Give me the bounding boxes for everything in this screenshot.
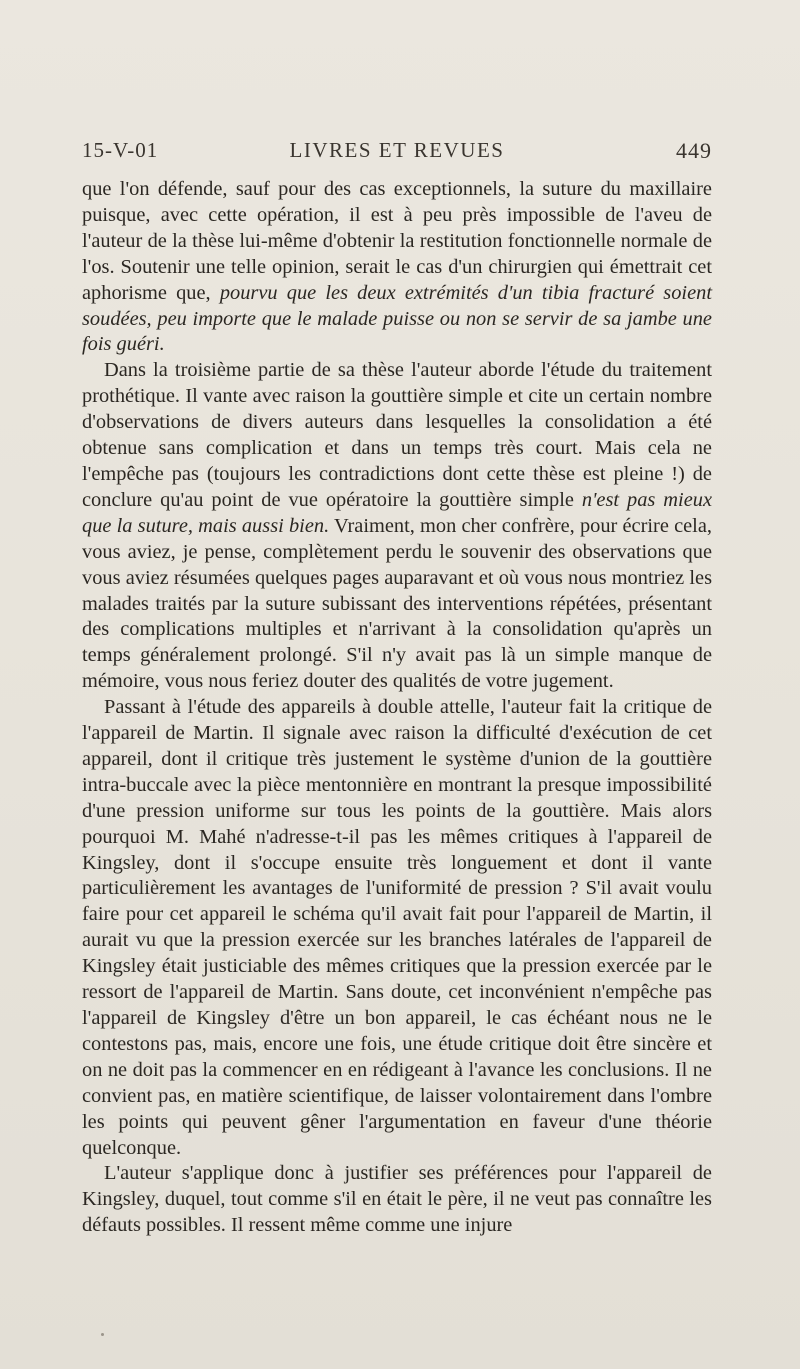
header-date: 15-V-01 — [82, 138, 159, 162]
paragraph-1-italic-phrase: pourvu que les deux extrémités d'un tibia fracturé soient soudées, peu importe que le malade puisse ou non se servir de sa jambe une fois guéri. — [82, 281, 713, 356]
paragraph-1 — [82, 177, 712, 358]
paragraph-3 — [82, 695, 712, 1161]
paragraph-3-text: Passant à l'étude des appareils à double attelle, l'auteur fait la critique de l'appareil de Martin. Il signale avec raison la difficulté d'exécution de cet appareil, dont il critique très justement le système d'union de la gouttière intra-buccale avec la pièce mentonnière en montrant la presque impossibilité d'une pression uniforme sur tous les points de la gouttière. Mais alors pourquoi M. Mahé n'adresse-t-il pas les mêmes critiques à l'appareil de Kingsley, dont il s'occupe ensuite très longuement et dont il vante particulièrement les avantages de l'uniformité de pression ? S'il avait voulu faire pour cet appareil le schéma qu'il avait fait pour l'appareil de Martin, il aurait vu que la pression exercée sur les branches latérales de l'appareil de Kingsley était justiciable des mêmes critiques que la pression exercée par le ressort de l'appareil de Martin. Sans doute, cet inconvénient n'empêche pas l'appareil de Kingsley d'être un bon appareil, le cas échéant nous ne le contestons pas, mais, encore une fois, une étude critique doit être sincère et on ne doit pas la commencer en en rédigeant à l'avance les conclusions. Il ne convient pas, en matière scientifique, de laisser volontairement dans l'ombre les points qui peuvent gêner l'argumentation en faveur d'une théorie quelconque. — [82, 696, 712, 1159]
paragraph-2 — [82, 358, 712, 695]
paragraph-1-text: que l'on défende, sauf pour des cas exceptionnels, la suture du maxillaire puisque, avec cette opération, il est à peu près impossible de l'aveu de l'auteur de la thèse lui-même d'obtenir la restitution fonctionnelle normale de l'os. Soutenir une telle opinion, serait le cas d'un chirurgien qui émettrait cet aphorisme que, — [82, 178, 712, 304]
page-number: 449 — [676, 138, 712, 163]
paragraph-2-italic-phrase: n'est pas mieux que la suture, mais aussi bien. — [82, 488, 712, 537]
paragraph-2-text-end: Vraiment, mon cher confrère, pour écrire cela, vous aviez, je pense, complètement perdu le souvenir des observations que vous aviez résumées quelques pages auparavant et où vous nous montriez les malades traités par la suture subissant des interventions répétées, présentant des complications multiples et n'arrivant à la consolidation qu'après un temps généralement prolongé. S'il n'y avait pas là un simple manque de mémoire, vous nous feriez douter des qualités de votre jugement. — [82, 514, 712, 693]
body-text — [82, 177, 712, 1239]
paper-speck — [101, 1333, 104, 1336]
paragraph-4-text: L'auteur s'applique donc à justifier ses préférences pour l'appareil de Kingsley, duquel, tout comme s'il en était le père, il ne veut pas connaître les défauts possibles. Il ressent même comme une injure — [82, 1162, 712, 1237]
paragraph-4 — [82, 1161, 712, 1239]
running-head — [82, 138, 712, 172]
paragraph-2-text-start: Dans la troisième partie de sa thèse l'auteur aborde l'étude du traitement prothétique. Il vante avec raison la gouttière simple et cite un certain nombre d'observations de divers auteurs dans lesquelles la consolidation a été obtenue sans complication et dans un temps très court. Mais cela ne l'empêche pas (toujours les contradictions dont cette thèse est pleine !) de conclure qu'au point de vue opératoire la gouttière simple — [82, 359, 712, 511]
header-section-title: LIVRES ET REVUES — [289, 138, 505, 162]
